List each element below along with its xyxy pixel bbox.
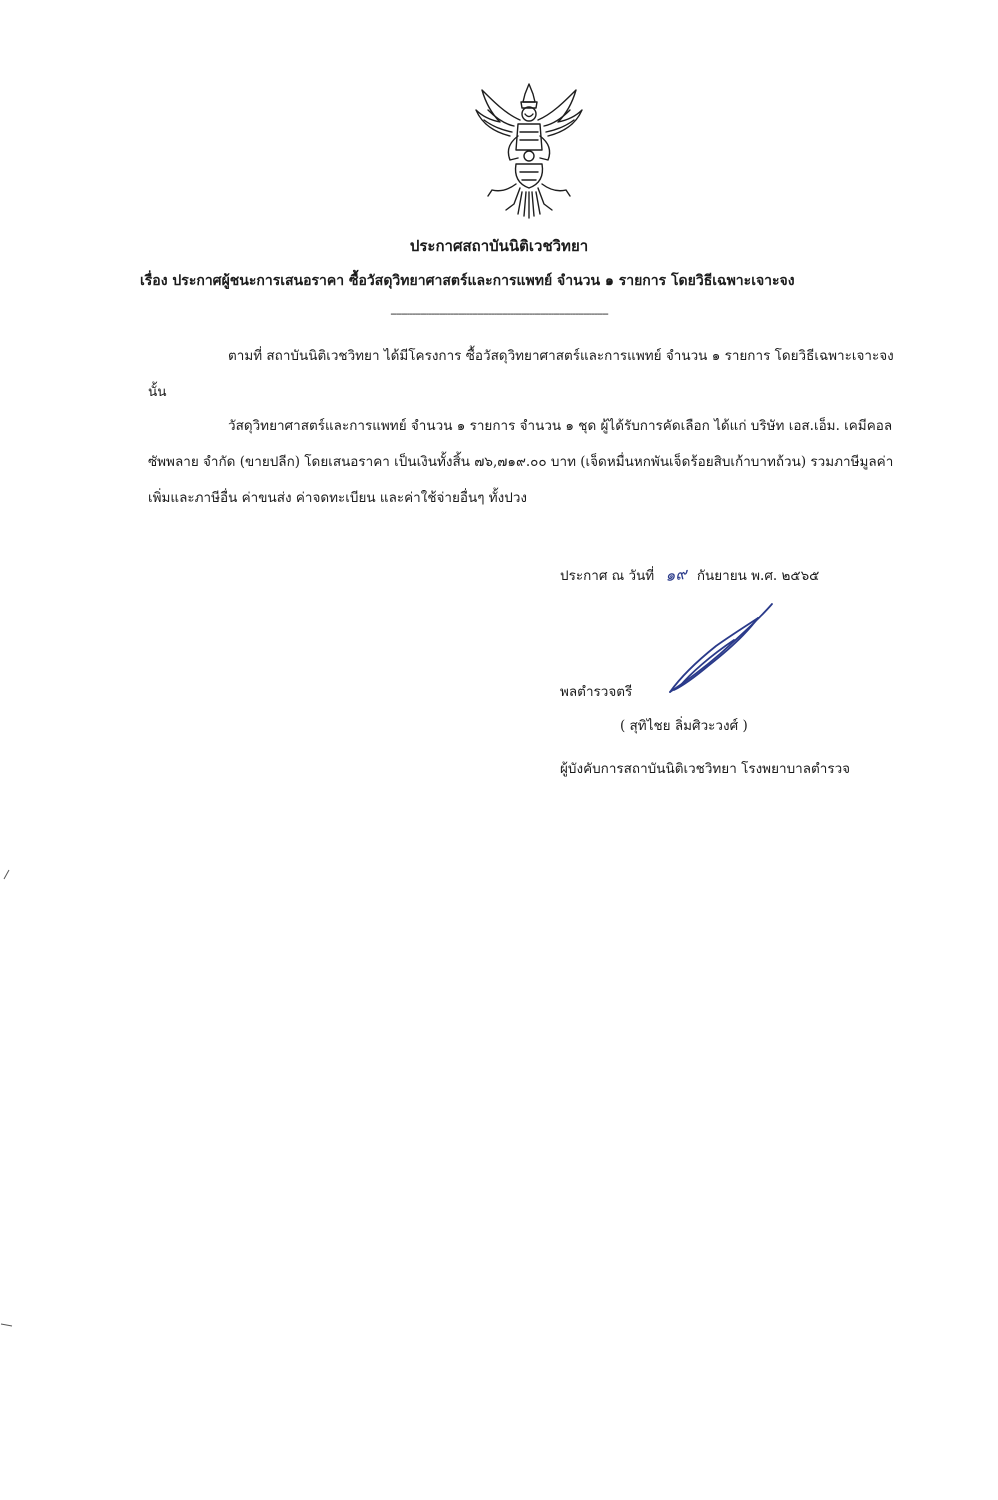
signer-position: ผู้บังคับการสถาบันนิติเวชวิทยา โรงพยาบาลตำรวจ bbox=[560, 761, 851, 777]
document-title: ประกาศสถาบันนิติเวชวิทยา bbox=[409, 237, 589, 255]
handwritten-day: ๑๙ bbox=[663, 563, 688, 586]
paragraph-2 bbox=[148, 408, 908, 516]
signer-name: ( สุทิไชย ลิ่มศิวะวงศ์ ) bbox=[620, 718, 748, 734]
announcement-date bbox=[560, 563, 819, 588]
paragraph-2-text: วัสดุวิทยาศาสตร์และการแพทย์ จำนวน ๑ รายการ จำนวน ๑ ชุด ผู้ได้รับการคัดเลือก ได้แก่ บริษัท เอส.เอ็ม. เคมีคอล ซัพพลาย จำกัด (ขายปลีก) โดยเสนอราคา เป็นเงินทั้งสิ้น ๗๖,๗๑๙.๐๐ บาท (เจ็ดหมื่นหกพันเจ็ดร้อยสิบเก้าบาทถ้วน) รวมภาษีมูลค่าเพิ่มและภาษีอื่น ค่าขนส่ง ค่าจดทะเบียน และค่าใช้จ่ายอื่นๆ ทั้งปวง bbox=[148, 418, 894, 506]
document-subject: เรื่อง ประกาศผู้ชนะการเสนอราคา ซื้อวัสดุวิทยาศาสตร์และการแพทย์ จำนวน ๑ รายการ โดยวิธีเฉพาะเจาะจง bbox=[140, 273, 795, 289]
announce-prefix: ประกาศ ณ วันที่ bbox=[560, 568, 655, 584]
scan-mark bbox=[2, 868, 12, 880]
garuda-emblem-icon bbox=[470, 80, 588, 220]
scan-mark bbox=[0, 1322, 14, 1328]
paragraph-1 bbox=[148, 338, 908, 410]
signer-rank: พลตำรวจตรี bbox=[560, 684, 633, 700]
divider-line: -------------------------------------------------------------------------------- bbox=[390, 307, 608, 320]
paragraph-1-text: ตามที่ สถาบันนิติเวชวิทยา ได้มีโครงการ ซื้อวัสดุวิทยาศาสตร์และการแพทย์ จำนวน ๑ รายการ โดยวิธีเฉพาะเจาะจง นั้น bbox=[148, 348, 894, 400]
announce-suffix: กันยายน พ.ศ. ๒๕๖๕ bbox=[696, 568, 820, 584]
handwritten-signature-icon bbox=[650, 600, 780, 700]
